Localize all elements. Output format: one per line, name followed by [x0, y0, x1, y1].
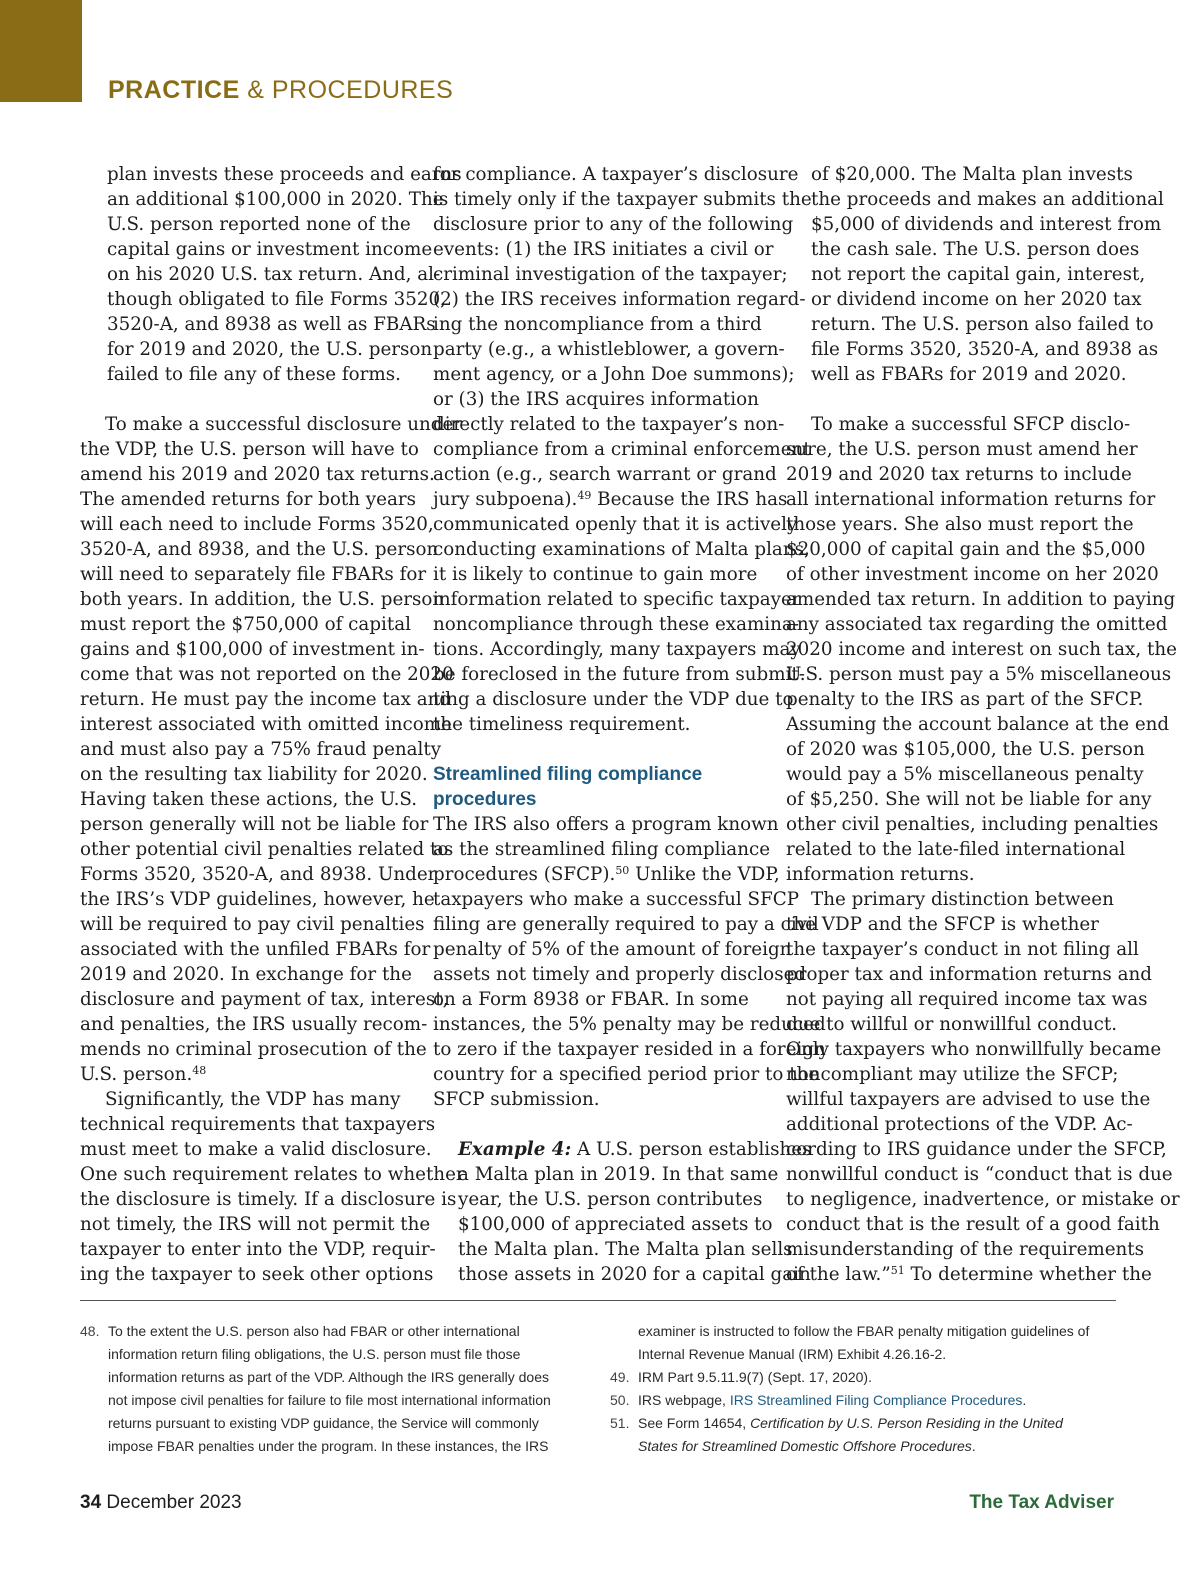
text-line: compliance from a criminal enforcement	[433, 439, 811, 460]
text-line: it is likely to continue to gain more	[433, 564, 758, 585]
footnote-line: information return filing obligations, the U.S. person must file those	[108, 1346, 521, 1362]
text-line: sure, the U.S. person must amend her	[786, 439, 1138, 460]
footnote-ref[interactable]: 48	[192, 1064, 207, 1077]
text-line: proper tax and information returns and	[786, 964, 1152, 985]
footnote-ref[interactable]: 50	[615, 864, 630, 877]
text-line: U.S. person reported none of the	[107, 214, 411, 235]
text-line: disclosure prior to any of the following	[433, 214, 794, 235]
text-line: $20,000 of capital gain and the $5,000	[786, 539, 1146, 560]
footnote-line: examiner is instructed to follow the FBAR penalty mitigation guidelines of	[638, 1323, 1090, 1339]
text-line: taxpayer to enter into the VDP, requir-	[80, 1239, 436, 1260]
footnote-line: Internal Revenue Manual (IRM) Exhibit 4.26.16-2.	[638, 1346, 947, 1362]
footnote-48: 48. To the extent the U.S. person also had FBAR or other international	[80, 1323, 520, 1339]
text-line: related to the late-filed international	[786, 839, 1126, 860]
text-line: and must also pay a 75% fraud penalty	[80, 739, 442, 760]
footnote-ref[interactable]: 49	[577, 489, 592, 502]
text-line: Forms 3520, 3520-A, and 8938. Under	[80, 864, 437, 885]
text-line: The IRS also offers a program known	[433, 814, 779, 835]
text-line: come that was not reported on the 2020	[80, 664, 454, 685]
text-line: any associated tax regarding the omitted	[786, 614, 1168, 635]
text-line: and penalties, the IRS usually recom-	[80, 1014, 428, 1035]
text-line: interest associated with omitted income	[80, 714, 452, 735]
text-line: Only taxpayers who nonwillfully became	[786, 1039, 1162, 1060]
text-line: an additional $100,000 in 2020. The	[107, 189, 444, 210]
text-line: to negligence, inadvertence, or mistake or	[786, 1189, 1180, 1210]
text-line: is timely only if the taxpayer submits the	[433, 189, 812, 210]
text-line: 2019 and 2020. In exchange for the	[80, 964, 412, 985]
text-line: would pay a 5% miscellaneous penalty	[786, 764, 1144, 785]
text-line: the VDP and the SFCP is whether	[786, 914, 1099, 935]
text-line: ting a disclosure under the VDP due to	[433, 689, 794, 710]
text-line: those years. She also must report the	[786, 514, 1134, 535]
text-line: not paying all required income tax was	[786, 989, 1148, 1010]
text-line: on his 2020 U.S. tax return. And, al-	[107, 264, 441, 285]
text-line: of $5,250. She will not be liable for any	[786, 789, 1152, 810]
text-line: the VDP, the U.S. person will have to	[80, 439, 419, 460]
text-line: will each need to include Forms 3520,	[80, 514, 434, 535]
text-line: To make a successful SFCP disclo-	[811, 414, 1131, 435]
text-line: on the resulting tax liability for 2020.	[80, 764, 428, 785]
text-line: all international information returns for	[786, 489, 1156, 510]
text-line: U.S. person.$^{48}$	[80, 1064, 207, 1085]
text-line: plan invests these proceeds and earns	[107, 164, 462, 185]
text-line: ing the noncompliance from a third	[433, 314, 762, 335]
text-line: criminal investigation of the taxpayer;	[433, 264, 788, 285]
text-line: misunderstanding of the requirements	[786, 1239, 1145, 1260]
text-line: of $20,000. The Malta plan invests	[811, 164, 1133, 185]
text-line: on a Form 8938 or FBAR. In some	[433, 989, 749, 1010]
text-line: to zero if the taxpayer resided in a foreign	[433, 1039, 826, 1060]
column-2	[433, 162, 826, 1287]
text-line: the Malta plan. The Malta plan sells	[458, 1239, 793, 1260]
text-line: The primary distinction between	[811, 889, 1114, 910]
text-line: or (3) the IRS acquires information	[433, 389, 759, 410]
text-line: return. The U.S. person also failed to	[811, 314, 1154, 335]
text-line: noncompliance through these examina-	[433, 614, 800, 635]
text-line: jury subpoena).$^{49}$ Because the IRS has	[433, 489, 788, 510]
text-line: conducting examinations of Malta plans,	[433, 539, 810, 560]
text-line: penalty of 5% of the amount of foreign	[433, 939, 792, 960]
text-line: be foreclosed in the future from submit-	[433, 664, 805, 685]
page-footer-left	[80, 1492, 242, 1514]
text-line: 2020 income and interest on such tax, the	[786, 639, 1177, 660]
text-line: of 2020 was $105,000, the U.S. person	[786, 739, 1145, 760]
footnote-line: not impose civil penalties for failure to file most international information	[108, 1392, 551, 1408]
text-line: a Malta plan in 2019. In that same	[458, 1164, 779, 1185]
text-line: well as FBARs for 2019 and 2020.	[811, 364, 1127, 385]
text-line: must report the $750,000 of capital	[80, 614, 411, 635]
text-line: information related to specific taxpayer	[433, 589, 801, 610]
text-line: events: (1) the IRS initiates a civil or	[433, 239, 774, 260]
footnote-line: impose FBAR penalties under the program. In these instances, the IRS	[108, 1438, 549, 1454]
text-line: the IRS’s VDP guidelines, however, he	[80, 889, 435, 910]
text-line: will need to separately file FBARs for	[80, 564, 427, 585]
text-line: other civil penalties, including penalties	[786, 814, 1159, 835]
text-line: Example 4: A U.S. person establishes	[458, 1139, 812, 1160]
text-line: directly related to the taxpayer’s non-	[433, 414, 785, 435]
subheading: procedures	[433, 789, 537, 810]
column-1	[80, 162, 465, 1287]
footnote-line: information returns as part of the VDP. Although the IRS generally does	[108, 1369, 549, 1385]
footnote-51: 51. See Form 14654, Certification by U.S. Person Residing in the United	[610, 1415, 1063, 1431]
text-line: for compliance. A taxpayer’s disclosure	[433, 164, 799, 185]
text-line: for 2019 and 2020, the U.S. person	[107, 339, 433, 360]
text-line: of the law.”$^{51}$ To determine whether the	[786, 1264, 1152, 1285]
text-line: other potential civil penalties related to	[80, 839, 449, 860]
text-line: The amended returns for both years	[80, 489, 416, 510]
text-line: those assets in 2020 for a capital gain	[458, 1264, 811, 1285]
text-line: information returns.	[786, 864, 975, 885]
text-line: return. He must pay the income tax and	[80, 689, 452, 710]
text-line: or dividend income on her 2020 tax	[811, 289, 1142, 310]
footnote-49: 49. IRM Part 9.5.11.9(7) (Sept. 17, 2020).	[610, 1369, 872, 1385]
text-line: action (e.g., search warrant or grand	[433, 464, 777, 485]
text-line: procedures (SFCP).$^{50}$ Unlike the VDP,	[433, 864, 780, 885]
text-line: penalty to the IRS as part of the SFCP.	[786, 689, 1144, 710]
text-line: filing are generally required to pay a civil	[433, 914, 819, 935]
text-line: $100,000 of appreciated assets to	[458, 1214, 773, 1235]
text-line: nonwillful conduct is “conduct that is due	[786, 1164, 1173, 1185]
text-line: 3520-A, and 8938 as well as FBARs	[107, 314, 436, 335]
text-line: not timely, the IRS will not permit the	[80, 1214, 431, 1235]
text-line: To make a successful disclosure under	[105, 414, 463, 435]
text-line: the disclosure is timely. If a disclosure is	[80, 1189, 457, 1210]
text-line: 2019 and 2020 tax returns to include	[786, 464, 1132, 485]
text-line: assets not timely and properly disclosed	[433, 964, 807, 985]
text-line: tions. Accordingly, many taxpayers may	[433, 639, 801, 660]
text-line: amended tax return. In addition to paying	[786, 589, 1176, 610]
issue-date: December 2023	[106, 1492, 242, 1513]
text-line: the timeliness requirement.	[433, 714, 691, 735]
text-line: ing the taxpayer to seek other options	[80, 1264, 434, 1285]
text-line: will be required to pay civil penalties	[80, 914, 425, 935]
footnote-line: States for Streamlined Domestic Offshore Procedures.	[638, 1438, 976, 1454]
text-line: conduct that is the result of a good faith	[786, 1214, 1160, 1235]
text-line: 3520-A, and 8938, and the U.S. person	[80, 539, 439, 560]
text-line: not report the capital gain, interest,	[811, 264, 1146, 285]
text-line: person generally will not be liable for	[80, 814, 429, 835]
text-line: file Forms 3520, 3520-A, and 8938 as	[811, 339, 1159, 360]
text-line: U.S. person must pay a 5% miscellaneous	[786, 664, 1172, 685]
text-line: country for a specified period prior to the	[433, 1064, 820, 1085]
footnote-50: 50. IRS webpage, IRS Streamlined Filing Compliance Procedures.	[610, 1392, 1027, 1408]
text-line: One such requirement relates to whether	[80, 1164, 465, 1185]
streamlined-procedures-link[interactable]: IRS Streamlined Filing Compliance Procedures	[729, 1392, 1023, 1408]
section-label-rest: & PROCEDURES	[247, 76, 454, 104]
text-line: as the streamlined filing compliance	[433, 839, 771, 860]
text-line: communicated openly that it is actively	[433, 514, 798, 535]
text-line: both years. In addition, the U.S. person	[80, 589, 445, 610]
text-line: due to willful or nonwillful conduct.	[786, 1014, 1118, 1035]
footnotes-left	[80, 1320, 600, 1458]
text-line: of other investment income on her 2020	[786, 564, 1159, 585]
text-line: though obligated to file Forms 3520,	[107, 289, 446, 310]
text-line: willful taxpayers are advised to use the	[786, 1089, 1151, 1110]
text-line: technical requirements that taxpayers	[80, 1114, 436, 1135]
text-line: noncompliant may utilize the SFCP;	[786, 1064, 1119, 1085]
text-line: disclosure and payment of tax, interest,	[80, 989, 449, 1010]
text-line: taxpayers who make a successful SFCP	[433, 889, 800, 910]
text-line: the cash sale. The U.S. person does	[811, 239, 1140, 260]
text-line: Significantly, the VDP has many	[105, 1089, 401, 1110]
column-3	[786, 162, 1180, 1287]
text-line: must meet to make a valid disclosure.	[80, 1139, 432, 1160]
text-line: failed to file any of these forms.	[107, 364, 401, 385]
brand-color-tab	[0, 0, 82, 102]
page-number: 34	[80, 1492, 102, 1513]
text-line: year, the U.S. person contributes	[458, 1189, 763, 1210]
text-line: additional protections of the VDP. Ac-	[786, 1114, 1133, 1135]
footnotes-right	[610, 1320, 1120, 1458]
text-line: amend his 2019 and 2020 tax returns.	[80, 464, 435, 485]
text-line: party (e.g., a whistleblower, a govern-	[433, 339, 785, 360]
text-line: ment agency, or a John Doe summons);	[433, 364, 795, 385]
footnote-divider	[80, 1300, 1116, 1301]
text-line: instances, the 5% penalty may be reduced	[433, 1014, 826, 1035]
section-label-bold: PRACTICE	[108, 76, 240, 104]
text-line: the taxpayer’s conduct in not filing all	[786, 939, 1139, 960]
text-line: $5,000 of dividends and interest from	[811, 214, 1162, 235]
footnote-line: returns pursuant to existing VDP guidance, the Service will commonly	[108, 1415, 539, 1431]
text-line: Having taken these actions, the U.S.	[80, 789, 418, 810]
text-line: Assuming the account balance at the end	[786, 714, 1170, 735]
text-line: mends no criminal prosecution of the	[80, 1039, 427, 1060]
text-line: SFCP submission.	[433, 1089, 600, 1110]
footnote-ref[interactable]: 51	[890, 1264, 905, 1277]
text-line: capital gains or investment income	[107, 239, 433, 260]
text-line: (2) the IRS receives information regard-	[433, 289, 806, 310]
text-line: the proceeds and makes an additional	[811, 189, 1164, 210]
text-line: cording to IRS guidance under the SFCP,	[786, 1139, 1167, 1160]
section-label	[108, 76, 453, 105]
text-line: gains and $100,000 of investment in-	[80, 639, 425, 660]
publication-name: The Tax Adviser	[969, 1492, 1114, 1513]
subheading: Streamlined filing compliance	[433, 764, 703, 785]
text-line: associated with the unfiled FBARs for	[80, 939, 431, 960]
